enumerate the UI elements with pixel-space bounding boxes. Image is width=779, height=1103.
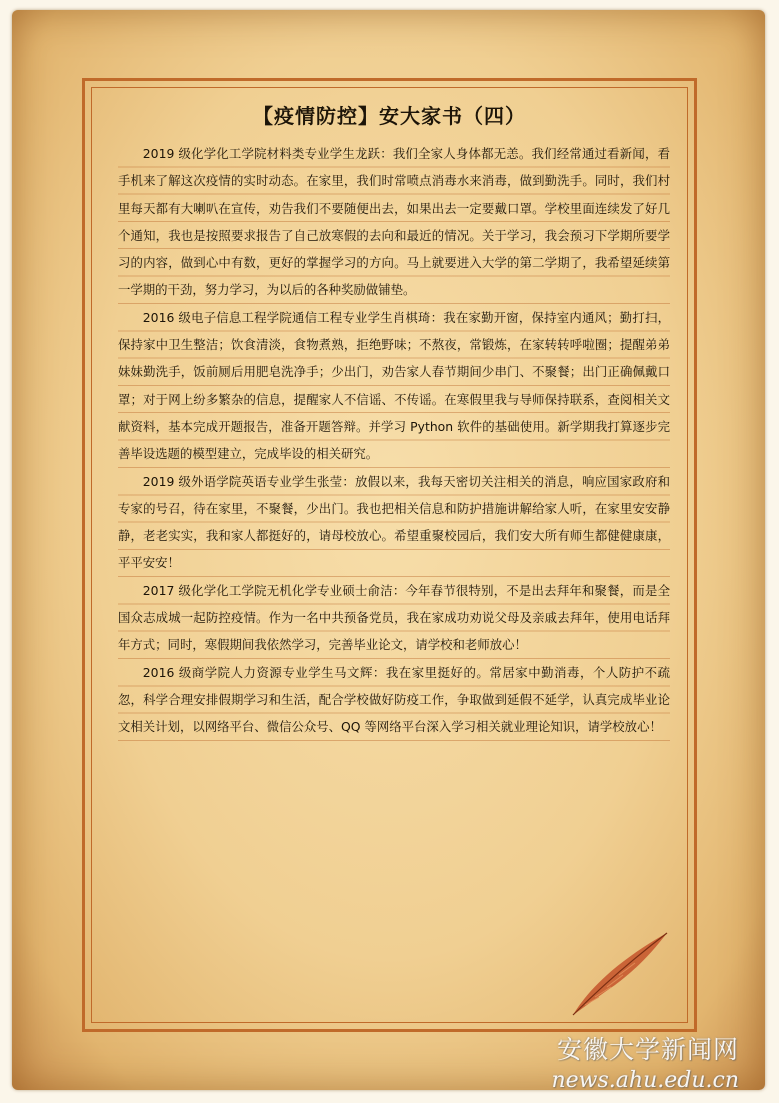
letter-title: 【疫情防控】安大家书（四） [253, 104, 526, 128]
watermark-url: news.ahu.edu.cn [551, 1068, 739, 1093]
news-watermark [551, 1030, 739, 1093]
quill-feather-icon [555, 925, 675, 1020]
paragraph-1: 2019 级化学化工学院材料类专业学生龙跃：我们全家人身体都无恙。我们经常通过看新闻，看手机来了解这次疫情的实时动态。在家里，我们时常喷点消毒水来消毒，做到勤洗手。同时，我们村里每天都有大喇叭在宣传，劝告我们不要随便出去，如果出去一定要戴口罩。学校里面连续发了好几个通知，我也是按照要求报告了自己放寒假的去向和最近的情况。关于学习，我会预习下学期所要学习的内容，做到心中有数，更好的掌握学习的方向。马上就要进入大学的第二学期了，我希望延续第一学期的干劲，努力学习，为以后的各种奖励做铺垫。 [118, 140, 670, 304]
paragraph-2: 2016 级电子信息工程学院通信工程专业学生肖棋琦：我在家勤开窗，保持室内通风；勤打扫，保持家中卫生整洁；饮食清淡，食物煮熟，拒绝野味；不熬夜，常锻炼，在家转转呼啦圈；提醒弟弟妹妹勤洗手，饭前厕后用肥皂洗净手；少出门，劝告家人春节期间少串门、不聚餐；出门正确佩戴口罩；对于网上纷多繁杂的信息，提醒家人不信谣、不传谣。在寒假里我与导师保持联系，查阅相关文献资料，基本完成开题报告，准备开题答辩。并学习 Python 软件的基础使用。新学期我打算逐步完善毕设选题的模型建立，完成毕设的相关研究。 [118, 304, 670, 468]
paragraph-4: 2017 级化学化工学院无机化学专业硕士俞洁：今年春节很特别，不是出去拜年和聚餐，而是全国众志成城一起防控疫情。作为一名中共预备党员，我在家成功劝说父母及亲戚去拜年，使用电话拜年方式；同时，寒假期间我依然学习，完善毕业论文，请学校和老师放心！ [118, 577, 670, 659]
letter-body [118, 140, 670, 741]
watermark-cn: 安徽大学新闻网 [556, 1035, 739, 1064]
paragraph-3: 2019 级外语学院英语专业学生张莹：放假以来，我每天密切关注相关的消息，响应国家政府和专家的号召，待在家里，不聚餐，少出门。我也把相关信息和防护措施讲解给家人听，在家里安安静静，老老实实，我和家人都挺好的，请母校放心。希望重聚校园后，我们安大所有师生都健健康康，平平安安！ [118, 468, 670, 577]
paragraph-5: 2016 级商学院人力资源专业学生马文辉：我在家里挺好的。常居家中勤消毒，个人防护不疏忽，科学合理安排假期学习和生活，配合学校做好防疫工作，争取做到延假不延学，认真完成毕业论文相关计划，以网络平台、微信公众号、QQ 等网络平台深入学习相关就业理论知识，请学校放心！ [118, 659, 670, 741]
